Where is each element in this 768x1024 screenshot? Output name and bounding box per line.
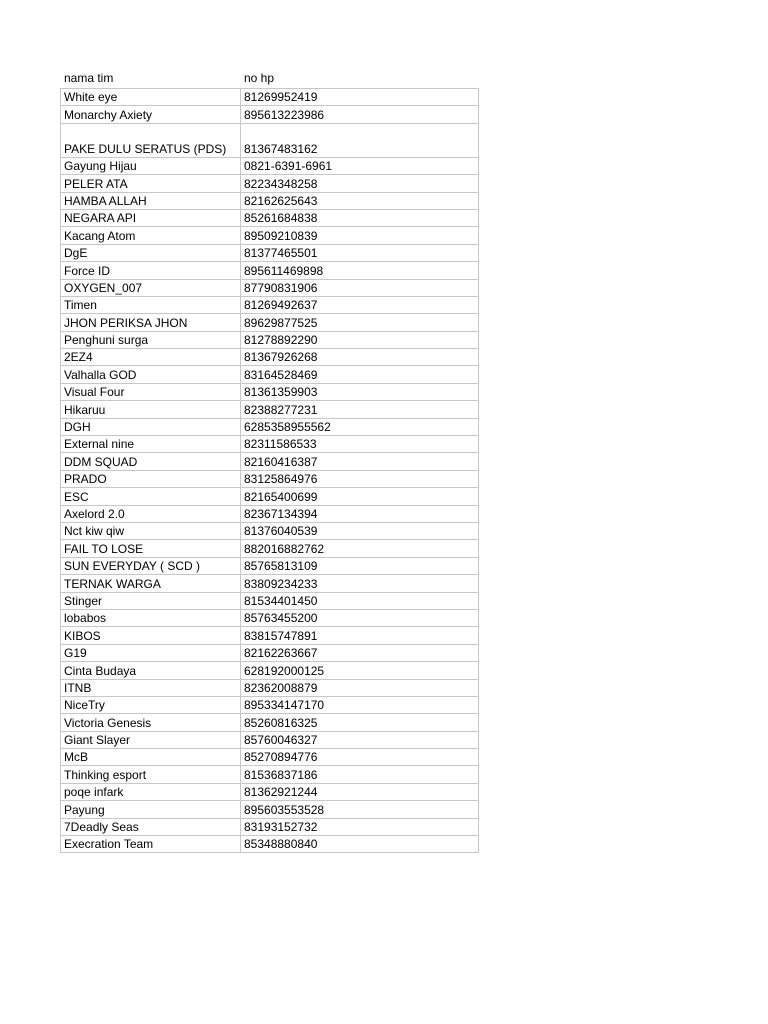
team-name-cell[interactable]: Victoria Genesis <box>61 714 241 731</box>
table-row <box>61 714 479 731</box>
table-row <box>61 749 479 766</box>
header-team-name: nama tim <box>64 71 114 85</box>
phone-number-cell[interactable]: 82162625643 <box>241 192 479 209</box>
phone-number-cell[interactable]: 6285358955562 <box>241 418 479 435</box>
phone-number-cell[interactable]: 85261684838 <box>241 209 479 226</box>
phone-number-cell[interactable]: 85765813109 <box>241 557 479 574</box>
phone-number-cell[interactable]: 81367926268 <box>241 349 479 366</box>
team-name-cell[interactable]: Cinta Budaya <box>61 662 241 679</box>
team-name-cell[interactable]: ESC <box>61 488 241 505</box>
team-name-cell[interactable]: KIBOS <box>61 627 241 644</box>
phone-number-cell[interactable]: 85760046327 <box>241 731 479 748</box>
phone-number-cell[interactable]: 89509210839 <box>241 227 479 244</box>
team-name-cell[interactable]: Valhalla GOD <box>61 366 241 383</box>
table-row <box>61 157 479 174</box>
team-name-cell[interactable]: Hikaruu <box>61 401 241 418</box>
team-name-cell[interactable]: White eye <box>61 89 241 106</box>
table-row <box>61 227 479 244</box>
team-name-cell[interactable]: Nct kiw qiw <box>61 522 241 539</box>
phone-number-cell[interactable]: 82367134394 <box>241 505 479 522</box>
team-name-cell[interactable]: Payung <box>61 801 241 818</box>
phone-number-cell[interactable]: 85348880840 <box>241 836 479 853</box>
team-name-cell[interactable]: DDM SQUAD <box>61 453 241 470</box>
team-name-cell[interactable]: Axelord 2.0 <box>61 505 241 522</box>
team-name-cell[interactable]: Monarchy Axiety <box>61 106 241 123</box>
table-row <box>61 766 479 783</box>
team-name-cell[interactable]: Timen <box>61 296 241 313</box>
phone-number-cell[interactable]: 895603553528 <box>241 801 479 818</box>
table-row <box>61 262 479 279</box>
table-row <box>61 244 479 261</box>
table-row <box>61 418 479 435</box>
table-row <box>61 801 479 818</box>
phone-number-cell[interactable]: 81269952419 <box>241 89 479 106</box>
phone-number-cell[interactable]: 81362921244 <box>241 783 479 800</box>
phone-number-cell[interactable]: 87790831906 <box>241 279 479 296</box>
phone-number-cell[interactable]: 85260816325 <box>241 714 479 731</box>
phone-number-cell[interactable]: 81376040539 <box>241 522 479 539</box>
team-name-cell[interactable]: Thinking esport <box>61 766 241 783</box>
table-row <box>61 470 479 487</box>
table-row <box>61 540 479 557</box>
table-row <box>61 644 479 661</box>
phone-number-cell[interactable]: 81534401450 <box>241 592 479 609</box>
team-name-cell[interactable]: Force ID <box>61 262 241 279</box>
phone-number-cell[interactable]: 83125864976 <box>241 470 479 487</box>
table-row <box>61 123 479 157</box>
phone-number-cell[interactable]: 82311586533 <box>241 436 479 453</box>
table-row <box>61 89 479 106</box>
phone-number-cell[interactable]: 82162263667 <box>241 644 479 661</box>
team-name-cell[interactable]: 7Deadly Seas <box>61 818 241 835</box>
table-row <box>61 453 479 470</box>
team-name-cell[interactable]: 2EZ4 <box>61 349 241 366</box>
team-name-cell[interactable]: HAMBA ALLAH <box>61 192 241 209</box>
phone-number-cell[interactable]: 628192000125 <box>241 662 479 679</box>
phone-number-cell[interactable]: 81536837186 <box>241 766 479 783</box>
phone-number-cell[interactable]: 895334147170 <box>241 696 479 713</box>
table-row <box>61 209 479 226</box>
team-name-cell[interactable]: G19 <box>61 644 241 661</box>
table-row <box>61 401 479 418</box>
team-name-cell[interactable]: Execration Team <box>61 836 241 853</box>
table-row <box>61 505 479 522</box>
header-phone-number: no hp <box>244 71 275 85</box>
table-row <box>61 192 479 209</box>
phone-number-cell[interactable]: 81367483162 <box>241 123 479 157</box>
phone-number-cell[interactable]: 85270894776 <box>241 749 479 766</box>
team-name-cell[interactable]: PRADO <box>61 470 241 487</box>
phone-number-cell[interactable]: 83193152732 <box>241 818 479 835</box>
phone-number-cell[interactable]: 882016882762 <box>241 540 479 557</box>
table-row <box>61 366 479 383</box>
table-row <box>61 279 479 296</box>
phone-number-cell[interactable]: 81377465501 <box>241 244 479 261</box>
team-name-cell[interactable]: Giant Slayer <box>61 731 241 748</box>
team-name-cell[interactable]: ITNB <box>61 679 241 696</box>
team-name-cell[interactable]: Visual Four <box>61 383 241 400</box>
table-row <box>61 609 479 626</box>
table-row <box>61 175 479 192</box>
contacts-table <box>60 88 479 853</box>
phone-number-cell[interactable]: 82388277231 <box>241 401 479 418</box>
team-name-cell[interactable]: JHON PERIKSA JHON <box>61 314 241 331</box>
phone-number-cell[interactable]: 83809234233 <box>241 575 479 592</box>
phone-number-cell[interactable]: 82165400699 <box>241 488 479 505</box>
table-row <box>61 349 479 366</box>
team-name-cell[interactable]: lobabos <box>61 609 241 626</box>
table-row <box>61 557 479 574</box>
table-row <box>61 627 479 644</box>
table-row <box>61 731 479 748</box>
phone-number-cell[interactable]: 0821-6391-6961 <box>241 157 479 174</box>
team-name-cell[interactable]: PAKE DULU SERATUS (PDS) <box>61 123 241 157</box>
team-name-cell[interactable]: OXYGEN_007 <box>61 279 241 296</box>
team-name-cell[interactable]: Penghuni surga <box>61 331 241 348</box>
phone-number-cell[interactable]: 81361359903 <box>241 383 479 400</box>
contacts-table-body <box>61 89 479 853</box>
team-name-cell[interactable]: TERNAK WARGA <box>61 575 241 592</box>
table-row <box>61 818 479 835</box>
phone-number-cell[interactable]: 83815747891 <box>241 627 479 644</box>
table-row <box>61 575 479 592</box>
table-row <box>61 662 479 679</box>
team-name-cell[interactable]: Stinger <box>61 592 241 609</box>
team-name-cell[interactable]: Gayung Hijau <box>61 157 241 174</box>
table-row <box>61 331 479 348</box>
phone-number-cell[interactable]: 81278892290 <box>241 331 479 348</box>
team-name-cell[interactable]: DgE <box>61 244 241 261</box>
table-row <box>61 296 479 313</box>
table-row <box>61 696 479 713</box>
table-row <box>61 383 479 400</box>
table-row <box>61 679 479 696</box>
table-header <box>60 68 480 88</box>
team-name-cell[interactable]: External nine <box>61 436 241 453</box>
contact-sheet <box>60 68 480 853</box>
phone-number-cell[interactable]: 81269492637 <box>241 296 479 313</box>
table-row <box>61 592 479 609</box>
phone-number-cell[interactable]: 82160416387 <box>241 453 479 470</box>
table-row <box>61 314 479 331</box>
team-name-cell[interactable]: NiceTry <box>61 696 241 713</box>
table-row <box>61 522 479 539</box>
table-row <box>61 488 479 505</box>
team-name-cell[interactable]: FAIL TO LOSE <box>61 540 241 557</box>
phone-number-cell[interactable]: 895611469898 <box>241 262 479 279</box>
table-row <box>61 106 479 123</box>
phone-number-cell[interactable]: 82362008879 <box>241 679 479 696</box>
phone-number-cell[interactable]: 89629877525 <box>241 314 479 331</box>
team-name-cell[interactable]: Kacang Atom <box>61 227 241 244</box>
table-row <box>61 783 479 800</box>
table-row <box>61 836 479 853</box>
team-name-cell[interactable]: SUN EVERYDAY ( SCD ) <box>61 557 241 574</box>
team-name-cell[interactable]: poqe infark <box>61 783 241 800</box>
team-name-cell[interactable]: DGH <box>61 418 241 435</box>
table-row <box>61 436 479 453</box>
phone-number-cell[interactable]: 83164528469 <box>241 366 479 383</box>
phone-number-cell[interactable]: 895613223986 <box>241 106 479 123</box>
phone-number-cell[interactable]: 82234348258 <box>241 175 479 192</box>
phone-number-cell[interactable]: 85763455200 <box>241 609 479 626</box>
team-name-cell[interactable]: PELER ATA <box>61 175 241 192</box>
team-name-cell[interactable]: McB <box>61 749 241 766</box>
team-name-cell[interactable]: NEGARA API <box>61 209 241 226</box>
